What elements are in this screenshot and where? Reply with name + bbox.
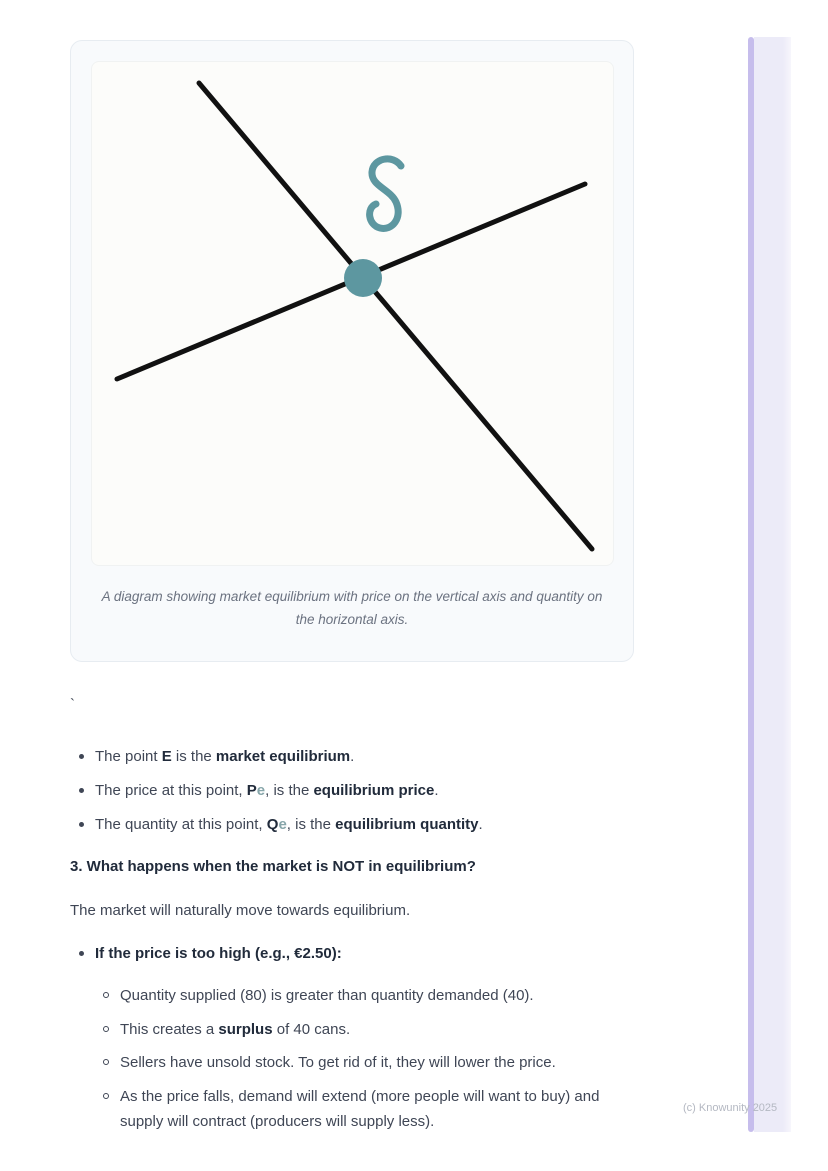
scenario-list: [70, 941, 636, 975]
bullet-icon: [79, 951, 84, 956]
list-item: [70, 778, 636, 803]
list-item-text: Quantity supplied (80) is greater than quantity demanded (40).: [120, 987, 534, 1004]
scenario-title: If the price is too high (e.g., €2.50):: [95, 945, 342, 962]
figure-card: [70, 40, 634, 662]
circle-bullet-icon: [103, 1059, 109, 1065]
list-item: [70, 983, 636, 1008]
equilibrium-diagram: [91, 61, 614, 566]
list-item: [70, 941, 636, 966]
list-item-text: The quantity at this point, Qe, is the equilibrium quantity.: [95, 816, 483, 833]
section-intro: The market will naturally move towards equilibrium.: [70, 902, 411, 919]
list-item-text: Sellers have unsold stock. To get rid of it, they will lower the price.: [120, 1054, 556, 1071]
bullet-icon: [79, 788, 84, 793]
demand-curve: [199, 83, 592, 549]
figure-caption: A diagram showing market equilibrium with price on the vertical axis and quantity on the horizontal axis.: [101, 589, 603, 627]
supply-label-s-icon: [370, 159, 401, 229]
list-item: [70, 1017, 636, 1042]
circle-bullet-icon: [103, 1026, 109, 1032]
list-item-text: As the price falls, demand will extend (more people will want to buy) and supply will contract (producers will supply less).: [120, 1087, 600, 1130]
stray-backtick: `: [70, 696, 75, 713]
scrollbar-track[interactable]: [754, 37, 791, 1132]
scenario-sublist: [70, 983, 636, 1142]
circle-bullet-icon: [103, 1093, 109, 1099]
list-item-text: The point E is the market equilibrium.: [95, 748, 355, 765]
bullet-icon: [79, 822, 84, 827]
circle-bullet-icon: [103, 992, 109, 998]
list-item-text: This creates a surplus of 40 cans.: [120, 1020, 351, 1038]
section-heading: 3. What happens when the market is NOT in equilibrium?: [70, 858, 476, 875]
list-item: [70, 1050, 636, 1075]
list-item-text: The price at this point, Pe, is the equilibrium price.: [95, 782, 439, 799]
subscript-e: e: [256, 782, 266, 799]
scrollbar-thumb[interactable]: [748, 37, 754, 1132]
list-item: [70, 1084, 636, 1134]
supply-demand-chart: [92, 62, 614, 566]
list-item: [70, 744, 636, 769]
equilibrium-list: [70, 744, 636, 846]
bullet-icon: [79, 754, 84, 759]
equilibrium-point: [344, 259, 382, 297]
subscript-e: e: [278, 816, 287, 833]
watermark: (c) Knowunity 2025: [683, 1102, 778, 1114]
list-item: [70, 812, 636, 837]
